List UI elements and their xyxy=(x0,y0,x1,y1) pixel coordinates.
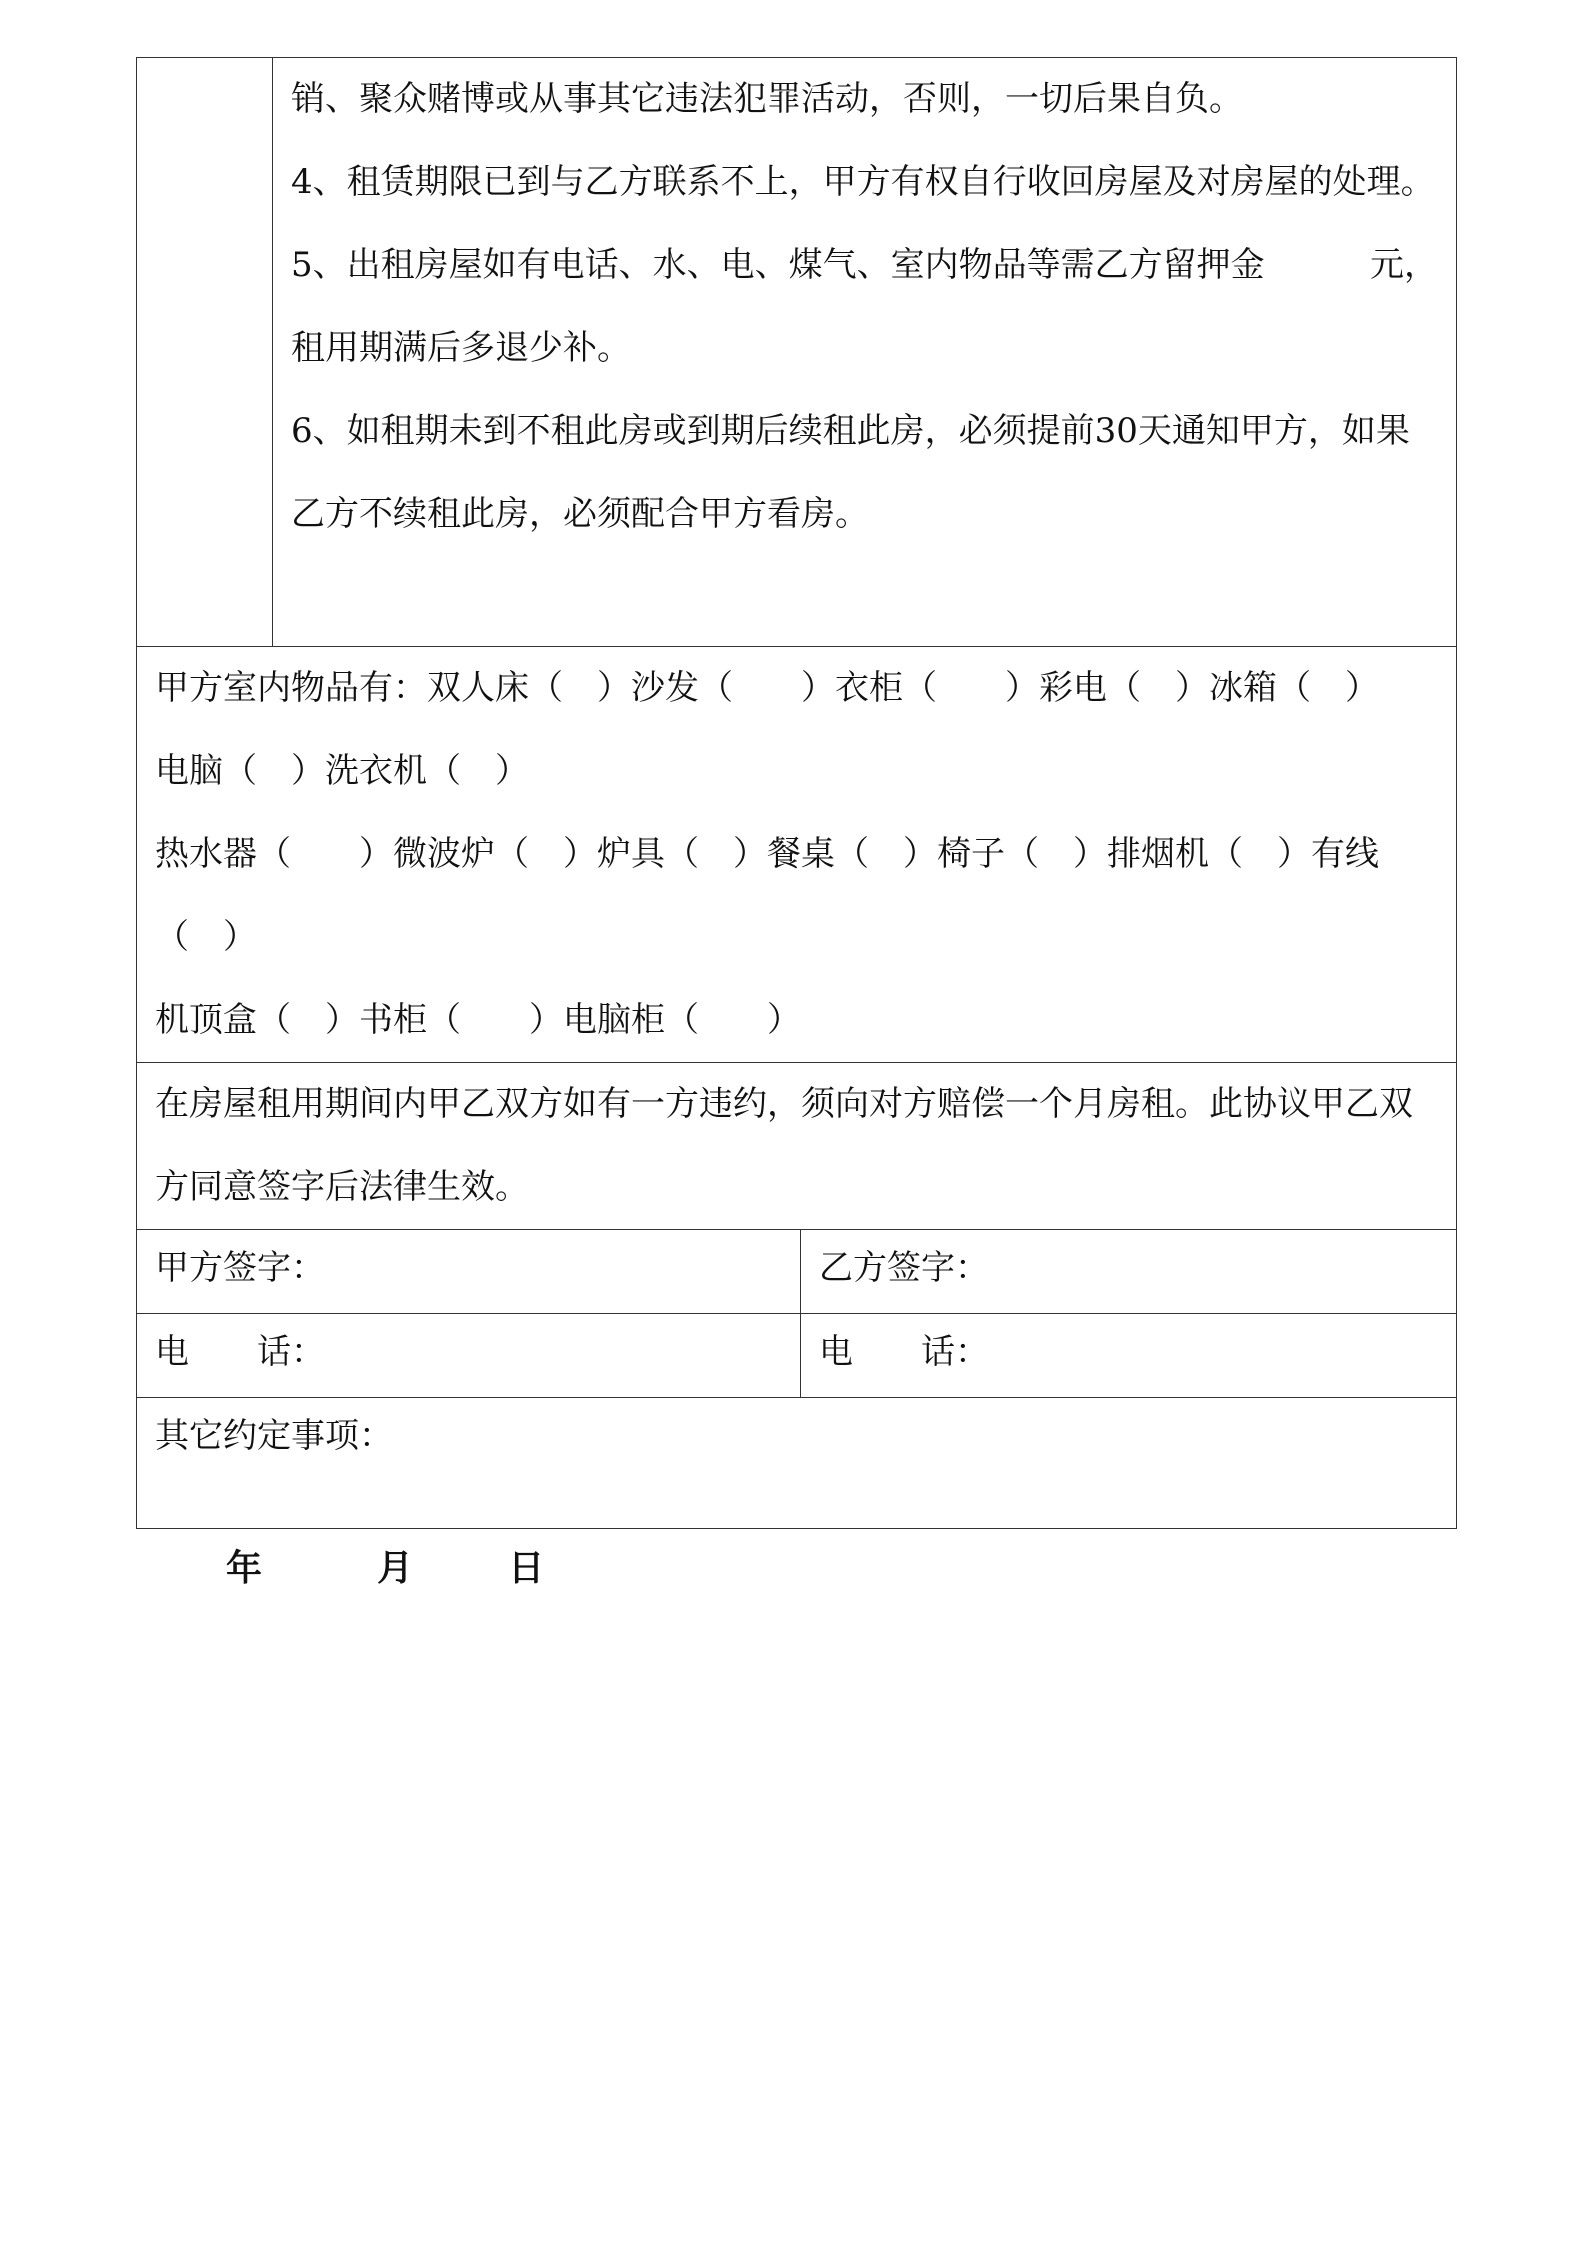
clauses-row xyxy=(137,58,1457,647)
items-row xyxy=(137,647,1457,1063)
date-line xyxy=(226,1540,544,1591)
clause-index-cell xyxy=(137,58,273,647)
contract-table xyxy=(136,57,1457,1529)
clause-5 xyxy=(291,224,1438,307)
party-b-phone-cell xyxy=(801,1314,1457,1398)
party-a-signature-label: 甲方签字： xyxy=(155,1248,325,1288)
items-cell xyxy=(137,647,1457,1063)
items-line-4: 机顶盒（ ）书柜（ ）电脑柜（ ） xyxy=(155,1000,801,1040)
clause-6: 6、如租期未到不租此房或到期后续租此房，必须提前30天通知甲方，如果乙方不续租此房，必须配合甲方看房。 xyxy=(291,411,1410,534)
party-b-signature-label: 乙方签字： xyxy=(819,1248,989,1288)
clause-5-unit: 元， xyxy=(1370,245,1438,285)
other-terms-row xyxy=(137,1398,1457,1529)
party-a-phone-label: 电 话： xyxy=(155,1332,325,1372)
date-day-label: 日 xyxy=(508,1548,545,1589)
breach-text: 在房屋租用期间内甲乙双方如有一方违约，须向对方赔偿一个月房租。此协议甲乙双方同意签字后法律生效。 xyxy=(155,1084,1413,1207)
party-b-signature-cell xyxy=(801,1230,1457,1314)
breach-row xyxy=(137,1063,1457,1230)
clause-4: 4、租赁期限已到与乙方联系不上，甲方有权自行收回房屋及对房屋的处理。 xyxy=(291,162,1435,202)
contract-page xyxy=(136,57,1456,1529)
signature-row xyxy=(137,1230,1457,1314)
party-a-signature-cell xyxy=(137,1230,801,1314)
date-year-label: 年 xyxy=(226,1548,263,1589)
date-month-label: 月 xyxy=(377,1548,414,1589)
items-line-3: 热水器（ ）微波炉（ ）炉具（ ）餐桌（ ）椅子（ ）排烟机（ ）有线（ ） xyxy=(155,834,1379,957)
other-terms-cell xyxy=(137,1398,1457,1529)
party-b-phone-label: 电 话： xyxy=(819,1332,989,1372)
clause-5-cont: 租用期满后多退少补。 xyxy=(291,328,631,368)
items-line-2: 电脑（ ）洗衣机（ ） xyxy=(155,751,529,791)
clauses-cell xyxy=(273,58,1457,647)
party-a-phone-cell xyxy=(137,1314,801,1398)
clause-continuation: 销、聚众赌博或从事其它违法犯罪活动，否则，一切后果自负。 xyxy=(291,79,1243,119)
breach-cell xyxy=(137,1063,1457,1230)
other-terms-label: 其它约定事项： xyxy=(155,1416,393,1456)
phone-row xyxy=(137,1314,1457,1398)
items-line-1: 甲方室内物品有：双人床（ ）沙发（ ）衣柜（ ）彩电（ ）冰箱（ ） xyxy=(155,668,1379,708)
clause-5-text: 5、出租房屋如有电话、水、电、煤气、室内物品等需乙方留押金 xyxy=(291,245,1265,285)
